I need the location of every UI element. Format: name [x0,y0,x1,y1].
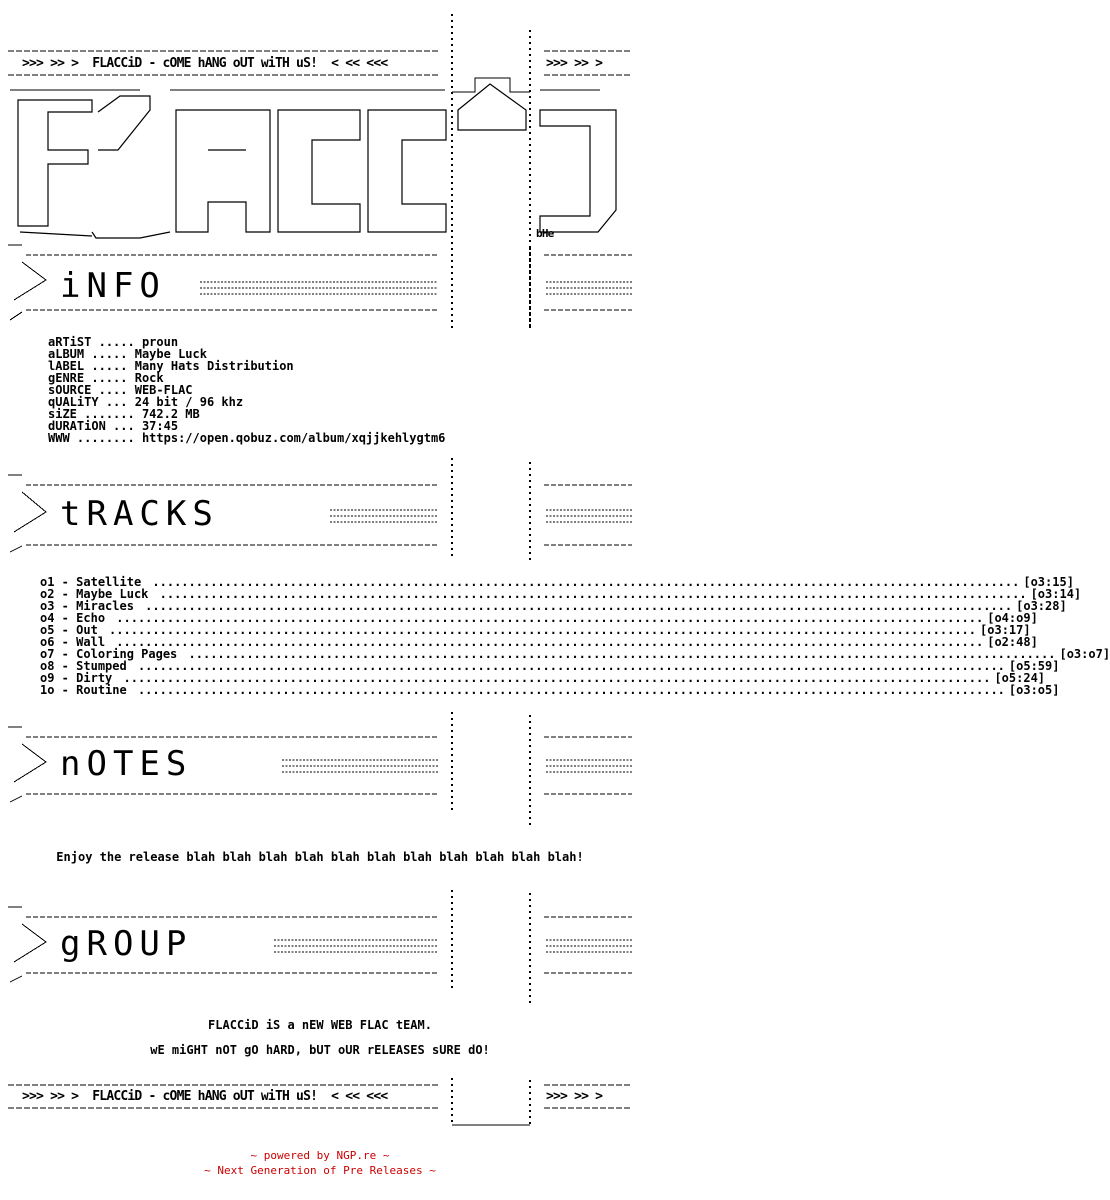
track-number: o3 [40,599,55,613]
track-row: o1 - Satellite ........................................................................................................................ [o3:15] [40,575,1074,589]
info-value: proun [141,335,179,349]
footer-tagline-bar: >>> >> > FLACCiD - cOME hANG oUT wiTH uS! < << <<< [22,1089,388,1104]
info-key: dURATiON [48,419,106,433]
info-dots: ..... [91,371,128,385]
info-dots: ..... [98,335,135,349]
track-row: o6 - Wall ........................................................................................................................ [o2:48] [40,635,1038,649]
info-value: Rock [134,371,164,385]
artist-signature: bHe [536,227,554,240]
footer-subtitle: ~ Next Generation of Pre Releases ~ [204,1164,436,1177]
track-row: o9 - Dirty ........................................................................................................................ [o5:24] [40,671,1046,685]
track-title: Satellite [76,575,142,589]
info-value: WEB-FLAC [134,383,193,397]
track-leader-dots: ........................................................................................................................ [130,659,1005,673]
info-key: aLBUM [48,347,85,361]
track-number: o1 [40,575,55,589]
info-dots: ... [105,395,128,409]
info-key: siZE [48,407,77,421]
track-duration: [o3:15] [1023,575,1074,589]
section-title-info: iNFO [60,266,166,306]
track-duration: [o4:o9] [987,611,1038,625]
info-dots: ..... [91,347,128,361]
track-number: 1o [40,683,55,697]
info-value: Many Hats Distribution [134,359,294,373]
section-title-notes: nOTES [60,744,193,784]
track-duration: [o3:o5] [1008,683,1060,697]
track-duration: [o5:59] [1008,659,1060,673]
info-dots: ... [113,419,135,433]
track-duration: [o3:o7] [1059,647,1110,661]
info-key: gENRE [48,371,85,385]
track-number: o4 [40,611,55,625]
track-leader-dots: ........................................................................................................................ [109,635,984,649]
track-title: Miracles [76,599,134,613]
track-leader-dots: ........................................................................................................................ [181,647,1056,661]
track-number: o5 [40,623,55,637]
info-key: WWW [48,431,70,445]
info-value[interactable]: https://open.qobuz.com/album/xqjjkehlygtm6 [141,431,446,445]
track-row: o8 - Stumped ........................................................................................................................ [o5:59] [40,659,1060,673]
track-number: o8 [40,659,55,673]
track-leader-dots: ........................................................................................................................ [152,587,1027,601]
info-dots: ....... [84,407,135,421]
track-row: o2 - Maybe Luck ........................................................................................................................ [o3:14] [40,587,1082,601]
header-tagline: >>> >> > FLACCiD - cOME hANG oUT wiTH uS! < << <<< [22,56,388,71]
track-leader-dots: ........................................................................................................................ [116,671,991,685]
group-line-2: wE miGHT nOT gO hARD, bUT oUR rELEASES sURE dO! [150,1043,490,1057]
track-number: o9 [40,671,55,685]
track-leader-dots: ........................................................................................................................ [130,683,1005,697]
track-title: Echo [76,611,106,625]
track-duration: [o3:28] [1016,599,1067,613]
header-right-arrows: >>> >> > [546,56,603,71]
track-row: o3 - Miracles ........................................................................................................................ [o3:28] [40,599,1067,613]
track-duration: [o3:17] [980,623,1031,637]
footer-right-arrows: >>> >> > [546,1089,603,1104]
track-row: o5 - Out ........................................................................................................................ [o3:17] [40,623,1031,637]
info-value: 24 bit / 96 khz [134,395,244,409]
track-number: o2 [40,587,55,601]
info-value: 742.2 MB [141,407,200,421]
track-leader-dots: ........................................................................................................................ [101,623,977,637]
track-row: o7 - Coloring Pages ........................................................................................................................ [o3:o7] [40,647,1110,661]
track-duration: [o3:14] [1030,587,1082,601]
notes-text: Enjoy the release blah blah blah blah blah blah blah blah blah blah blah! [56,850,584,864]
track-title: Stumped [76,659,127,673]
track-duration: [o5:24] [994,671,1046,685]
info-dots: .... [98,383,128,397]
group-line-1: FLACCiD iS a nEW WEB FLAC tEAM. [208,1018,432,1032]
track-leader-dots: ........................................................................................................................ [137,599,1013,613]
track-number: o7 [40,647,55,661]
info-value: 37:45 [141,419,179,433]
track-duration: [o2:48] [987,635,1038,649]
track-title: Wall [76,635,106,649]
section-title-tracks: tRACKS [60,494,219,534]
track-row: 1o - Routine ........................................................................................................................ [o3:o5] [40,683,1060,697]
track-leader-dots: ........................................................................................................................ [145,575,1020,589]
track-row: o4 - Echo ........................................................................................................................ [o4:o9] [40,611,1038,625]
track-title: Coloring Pages [76,647,178,661]
track-leader-dots: ........................................................................................................................ [109,611,984,625]
info-key: sOURCE [48,383,92,397]
info-value: Maybe Luck [134,347,207,361]
track-title: Dirty [76,671,113,685]
info-dots: ..... [91,359,128,373]
track-title: Out [76,623,98,637]
info-key: qUALiTY [48,395,99,409]
track-number: o6 [40,635,55,649]
info-dots: ........ [76,431,135,445]
track-title: Maybe Luck [76,587,149,601]
section-title-group: gROUP [60,924,193,964]
track-title: Routine [76,683,127,697]
powered-by-link[interactable]: ~ powered by NGP.re ~ [250,1149,390,1162]
info-key: aRTiST [48,335,92,349]
info-key: lABEL [48,359,85,373]
